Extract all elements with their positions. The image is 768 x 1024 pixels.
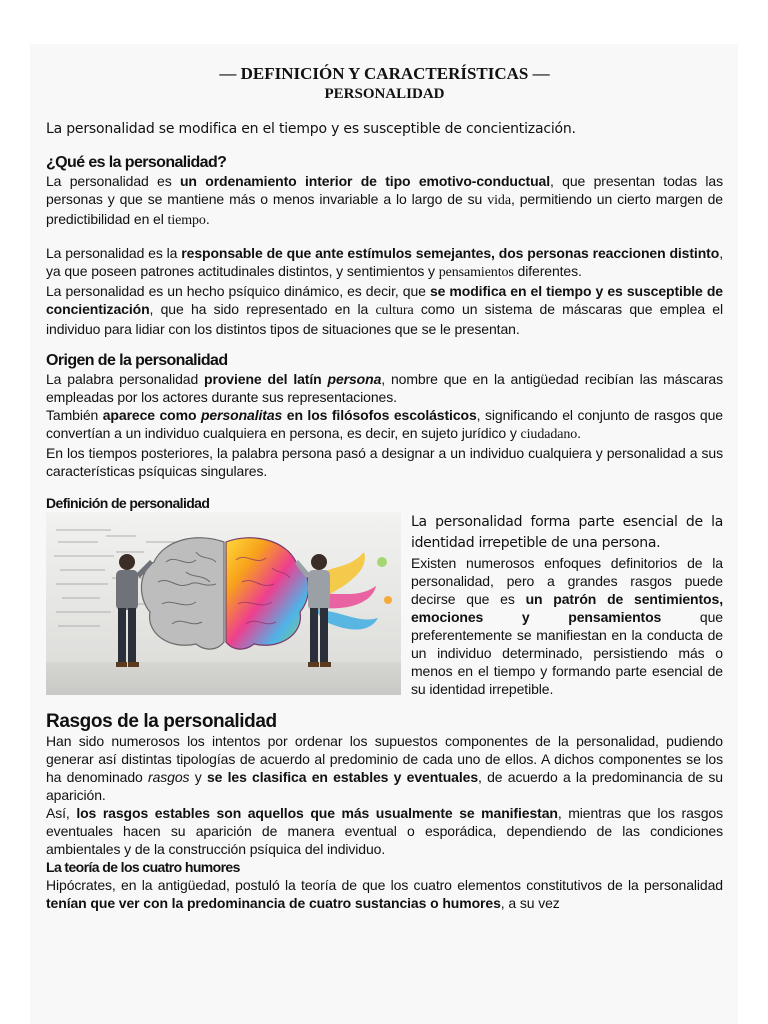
section-heading-cuatro-humores: La teoría de los cuatro humores <box>46 859 240 875</box>
document-content <box>46 64 723 912</box>
paragraph: Así, los rasgos estables son aquellos que más usualmente se manifiestan, mientras que los rasgos eventuales hacen su aparición de manera eventual o esporádica, dependiendo de las condiciones ambientales y de la construcción psíquica del individuo. <box>46 805 723 857</box>
document-subtitle: PERSONALIDAD <box>324 86 445 102</box>
link-vida[interactable]: vida <box>487 193 511 208</box>
link-pensamientos[interactable]: pensamientos <box>438 265 514 280</box>
document-title: — DEFINICIÓN Y CARACTERÍSTICAS — <box>219 64 550 83</box>
paragraph: Hipócrates, en la antigüedad, postuló la teoría de que los cuatro elementos constitutivos de la personalidad tenían que ver con la predominancia de cuatro sustancias o humores, a su vez <box>46 877 723 911</box>
paragraph: La personalidad es un hecho psíquico dinámico, es decir, que se modifica en el tiempo y es susceptible de concientización, que ha sido representado en la cultura como un sistema de máscaras que emplea el individuo para lidiar con los distintos tipos de situaciones que se le presentan. <box>46 283 723 337</box>
brain-illustration-image <box>46 512 401 695</box>
definition-lead: La personalidad forma parte esencial de la identidad irrepetible de una persona. <box>411 514 723 551</box>
section-heading-origen: Origen de la personalidad <box>46 352 228 369</box>
paragraph: También aparece como personalitas en los filósofos escolásticos, significando el conjunto de rasgos que convertían a un individuo cualquiera en persona, es decir, en sujeto jurídico y ciudadano. <box>46 407 723 442</box>
link-cultura[interactable]: cultura <box>375 303 414 318</box>
section-heading-rasgos: Rasgos de la personalidad <box>46 711 277 732</box>
link-tiempo[interactable]: tiempo <box>167 213 206 228</box>
section-heading-definicion: Definición de personalidad <box>46 495 210 511</box>
paragraph: Existen numerosos enfoques definitorios de la personalidad, pero a grandes rasgos puede decirse que es un patrón de sentimientos, emociones y pensamientos que preferentemente se manifiestan en la conducta de un individuo determinado, persistiendo más o menos en el tiempo y formando parte esencial de su identidad irrepetible. <box>411 555 723 697</box>
section-heading-que-es: ¿Qué es la personalidad? <box>46 154 227 171</box>
link-ciudadano[interactable]: ciudadano <box>520 427 578 442</box>
paragraph: Han sido numerosos los intentos por ordenar los supuestos componentes de la personalidad, pudiendo generar así distintas tipologías de acuerdo al predominio de cada uno de ellos. A dichos componentes se los ha denominado rasgos y se les clasifica en estables y eventuales, de acuerdo a la predominancia de su aparición. <box>46 733 723 803</box>
paragraph: En los tiempos posteriores, la palabra persona pasó a designar a un individuo cualquiera y personalidad a sus características psíquicas singulares. <box>46 445 723 479</box>
paragraph: La personalidad es la responsable de que ante estímulos semejantes, dos personas reaccionen distinto, ya que poseen patrones actitudinales distintos, y sentimientos y pensamientos diferentes. <box>46 245 723 280</box>
document-page <box>30 44 738 1024</box>
lead-paragraph: La personalidad se modifica en el tiempo y es susceptible de concientización. <box>46 121 576 137</box>
brain-illustration <box>46 512 401 695</box>
paragraph: La personalidad es un ordenamiento interior de tipo emotivo-conductual, que presentan todas las personas y que se mantiene más o menos invariable a lo largo de su vida, permitiendo un cierto margen de predictibilidad en el tiempo. <box>46 173 723 228</box>
paragraph: La palabra personalidad proviene del latín persona, nombre que en la antigüedad recibían las máscaras empleadas por los actores durante sus representaciones. <box>46 371 723 405</box>
